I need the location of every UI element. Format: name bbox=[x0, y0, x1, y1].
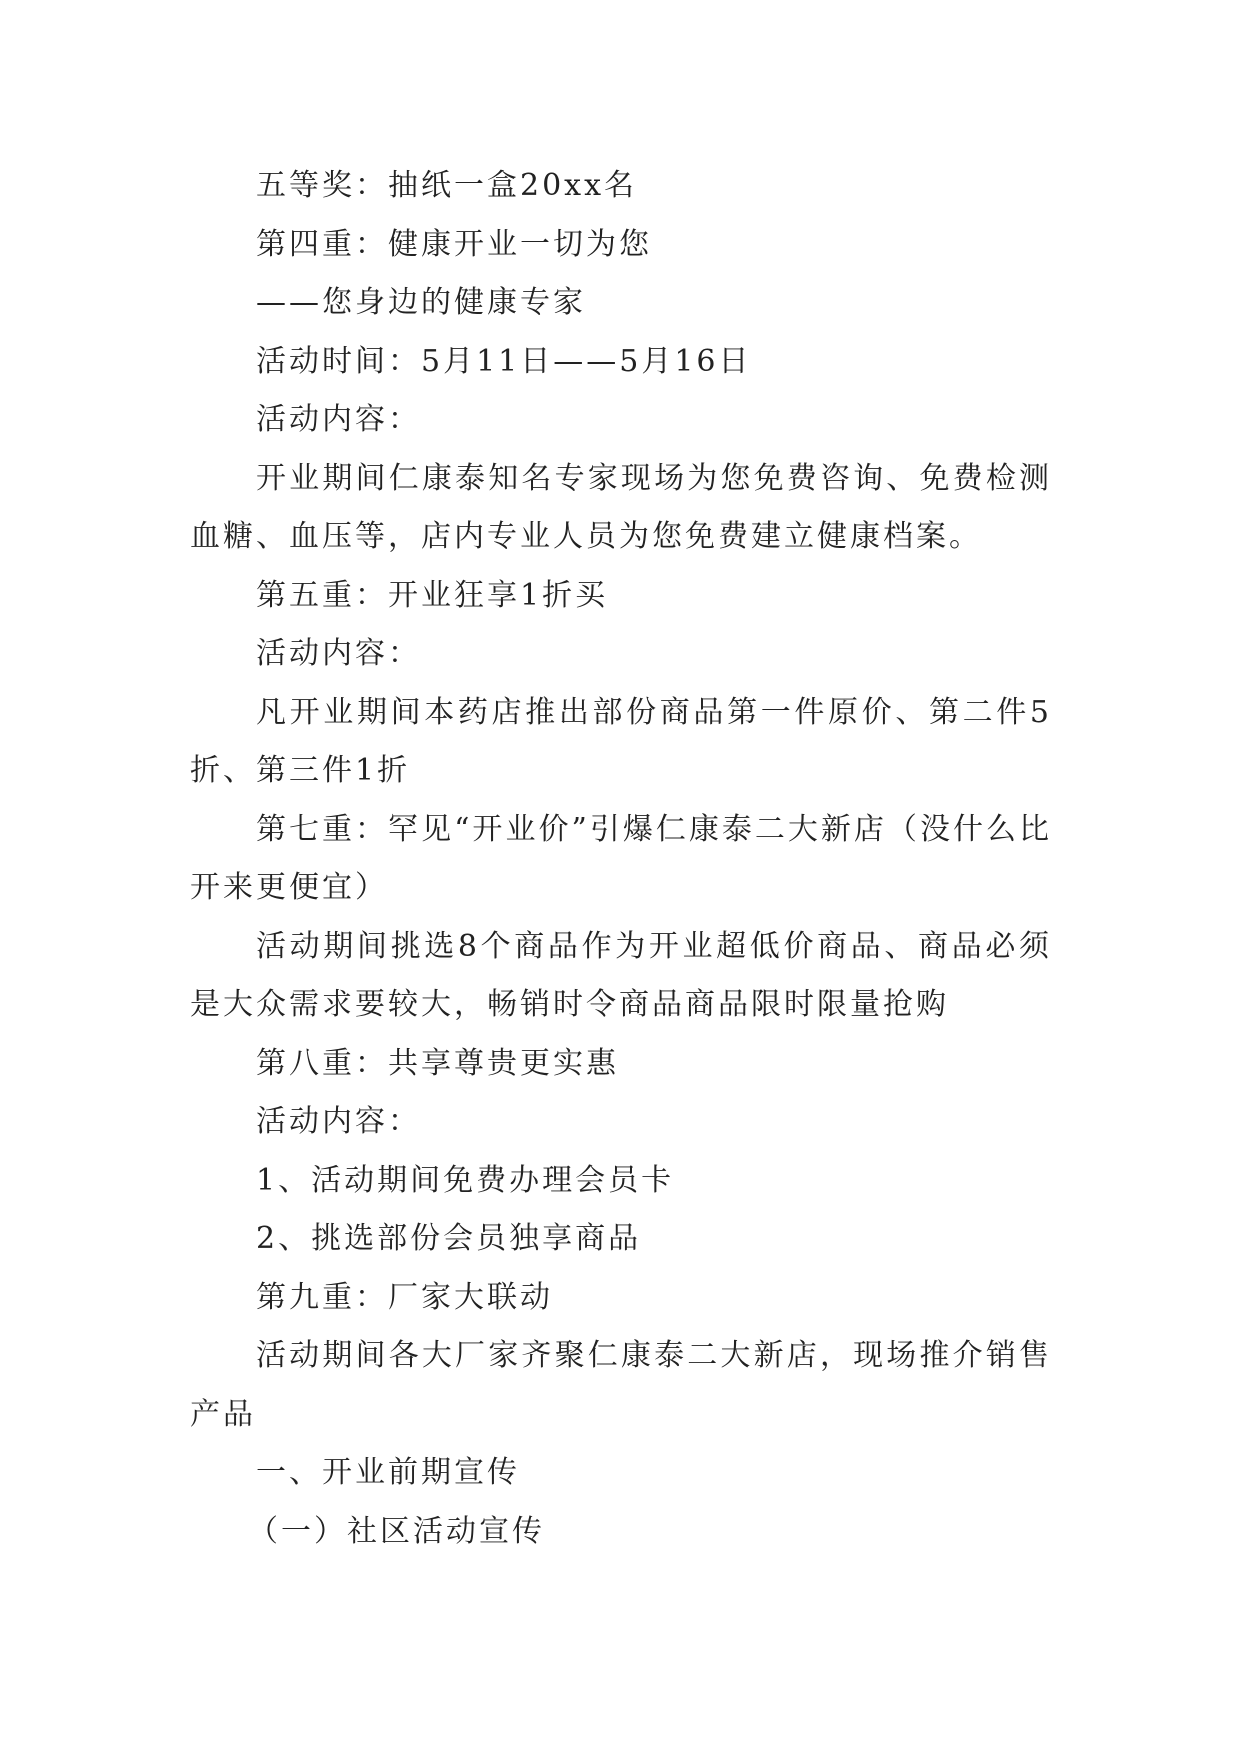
activity-content-label: 活动内容： bbox=[256, 636, 421, 671]
subsection-heading-community-promotion: （一）社区活动宣传 bbox=[248, 1513, 545, 1549]
activity-time-line: 活动时间：5月11日——5月16日 bbox=[256, 343, 752, 379]
fourth-activity-heading: 第四重：健康开业一切为您 bbox=[256, 226, 652, 262]
manufacturer-paragraph: 活动期间各大厂家齐聚仁康泰二大新店，现场推介销售产品 bbox=[190, 1338, 1052, 1432]
document-body bbox=[190, 157, 1052, 1561]
ninth-activity-heading: 第九重：厂家大联动 bbox=[256, 1279, 553, 1315]
member-card-item: 1、活动期间免费办理会员卡 bbox=[256, 1162, 675, 1198]
activity-content-label: 活动内容： bbox=[256, 402, 421, 437]
member-exclusive-item: 2、挑选部份会员独享商品 bbox=[256, 1221, 642, 1256]
discount-paragraph: 凡开业期间本药店推出部份商品第一件原价、第二件5折、第三件1折 bbox=[190, 694, 1052, 788]
seventh-activity-heading: 第七重：罕见“开业价”引爆仁康泰二大新店（没什么比开来更便宜） bbox=[190, 811, 1052, 905]
eighth-activity-heading: 第八重：共享尊贵更实惠 bbox=[256, 1045, 619, 1081]
fifth-prize-line: 五等奖：抽纸一盒20xx名 bbox=[256, 168, 638, 203]
expert-consultation-paragraph: 开业期间仁康泰知名专家现场为您免费咨询、免费检测血糖、血压等，店内专业人员为您免费建立健康档案。 bbox=[190, 460, 1052, 554]
fourth-activity-subtitle: ——您身边的健康专家 bbox=[256, 285, 586, 320]
activity-content-label: 活动内容： bbox=[256, 1104, 421, 1139]
low-price-paragraph: 活动期间挑选8个商品作为开业超低价商品、商品必须是大众需求要较大，畅销时令商品商品限时限量抢购 bbox=[190, 928, 1052, 1022]
fifth-activity-heading: 第五重：开业狂享1折买 bbox=[256, 577, 609, 613]
section-heading-preopening-promotion: 一、开业前期宣传 bbox=[256, 1455, 520, 1490]
